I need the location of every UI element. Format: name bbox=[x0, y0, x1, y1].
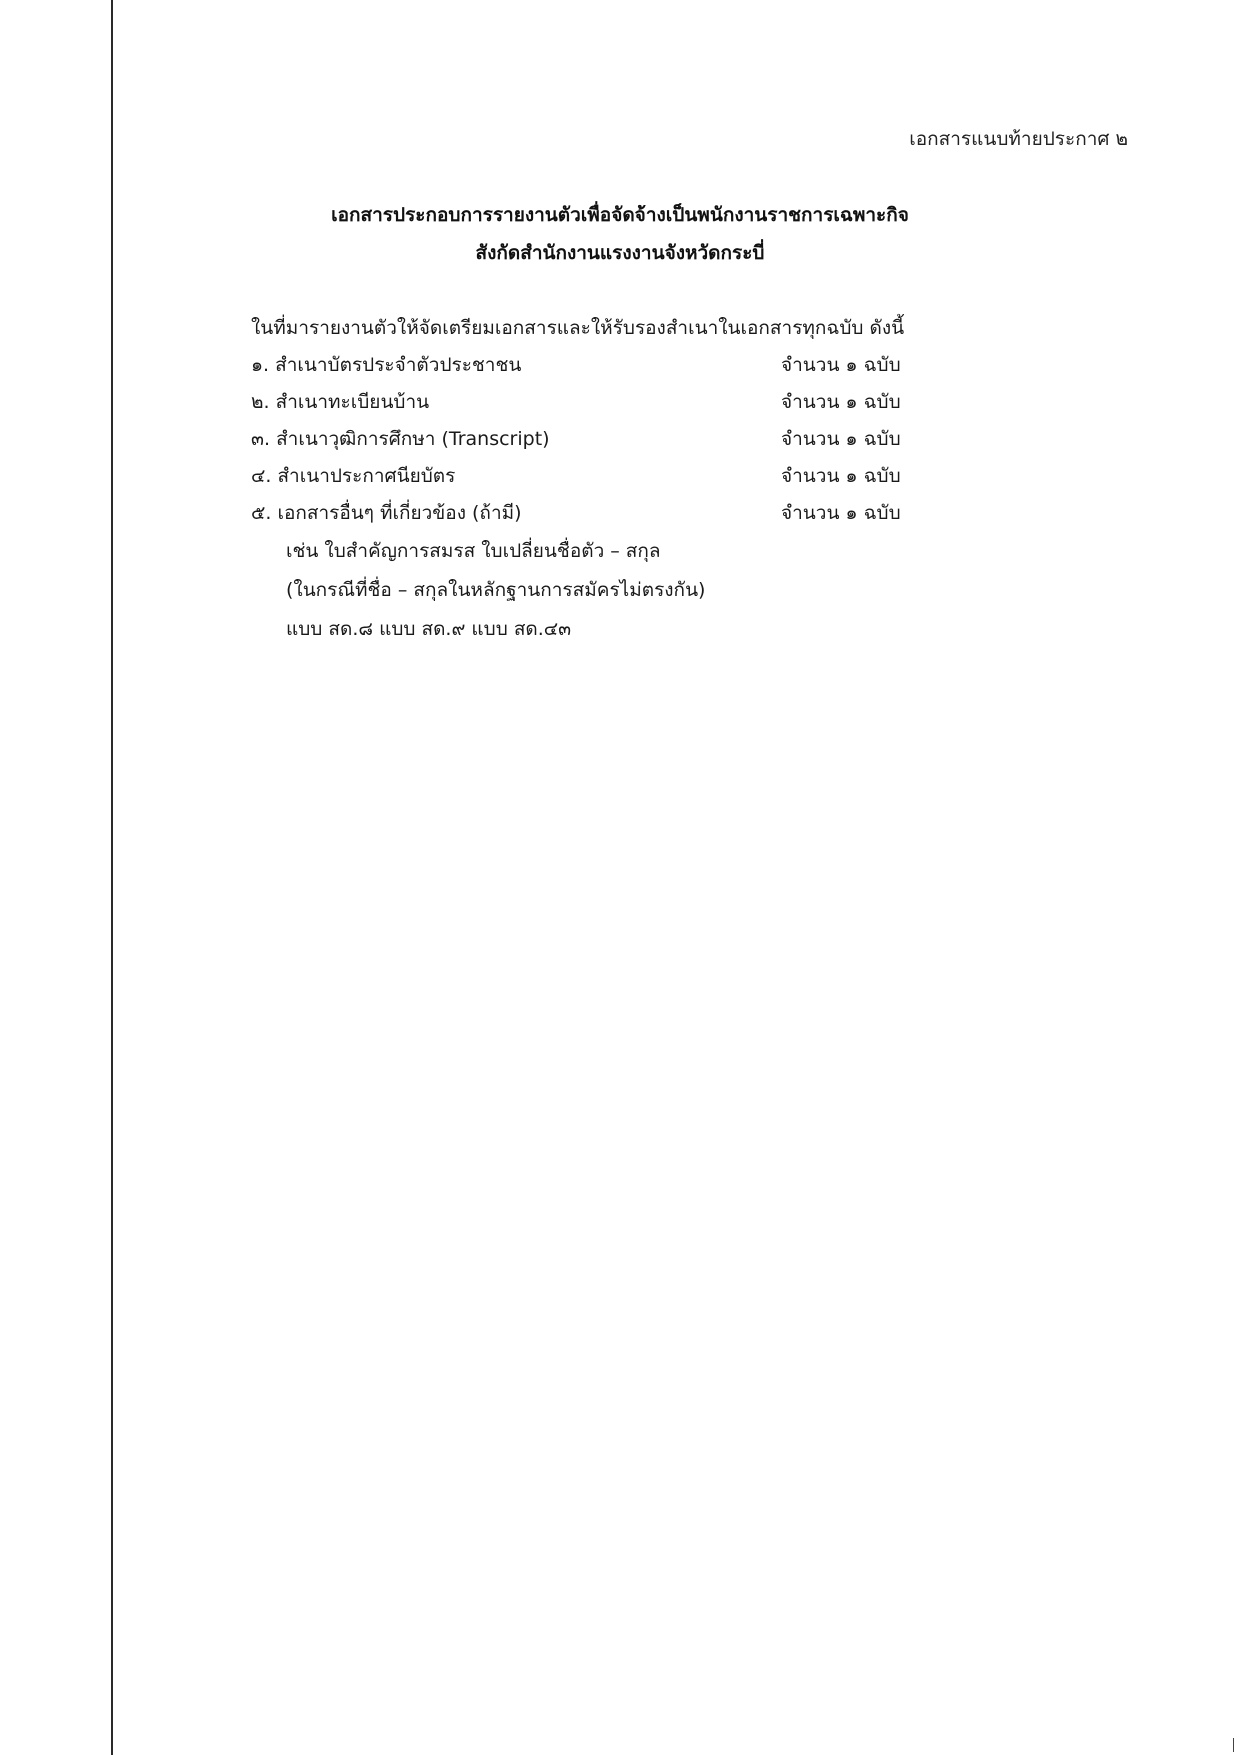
document-label: ๔. สำเนาประกาศนียบัตร bbox=[251, 465, 456, 487]
title-line-2: สังกัดสำนักงานแรงงานจังหวัดกระบี่ bbox=[475, 242, 765, 264]
note-line: เช่น ใบสำคัญการสมรส ใบเปลี่ยนชื่อตัว – สกุล bbox=[286, 540, 661, 562]
note-line: แบบ สด.๘ แบบ สด.๙ แบบ สด.๔๓ bbox=[286, 618, 572, 640]
document-quantity: จำนวน ๑ ฉบับ bbox=[781, 354, 901, 376]
list-item bbox=[251, 384, 971, 421]
note-line: (ในกรณีที่ชื่อ – สกุลในหลักฐานการสมัครไม่ตรงกัน) bbox=[286, 579, 706, 601]
document-label: ๒. สำเนาทะเบียนบ้าน bbox=[251, 391, 430, 413]
document-label: ๕. เอกสารอื่นๆ ที่เกี่ยวข้อง (ถ้ามี) bbox=[251, 502, 522, 524]
list-item bbox=[251, 458, 971, 495]
document-quantity: จำนวน ๑ ฉบับ bbox=[781, 502, 901, 524]
document-quantity: จำนวน ๑ ฉบับ bbox=[781, 391, 901, 413]
list-item bbox=[251, 421, 971, 458]
document-title bbox=[0, 196, 1240, 272]
document-label: ๓. สำเนาวุฒิการศึกษา (Transcript) bbox=[251, 428, 550, 450]
required-documents-list bbox=[251, 347, 971, 532]
attachment-reference: เอกสารแนบท้ายประกาศ ๒ bbox=[909, 128, 1128, 150]
list-item bbox=[251, 495, 971, 532]
other-documents-notes bbox=[286, 532, 705, 649]
document-quantity: จำนวน ๑ ฉบับ bbox=[781, 465, 901, 487]
title-line-1: เอกสารประกอบการรายงานตัวเพื่อจัดจ้างเป็นพนักงานราชการเฉพาะกิจ bbox=[331, 204, 909, 226]
intro-paragraph: ในที่มารายงานตัวให้จัดเตรียมเอกสารและให้รับรองสำเนาในเอกสารทุกฉบับ ดังนี้ bbox=[251, 317, 905, 339]
scan-edge-mark bbox=[1233, 1738, 1234, 1752]
list-item bbox=[251, 347, 971, 384]
document-quantity: จำนวน ๑ ฉบับ bbox=[781, 428, 901, 450]
document-label: ๑. สำเนาบัตรประจำตัวประชาชน bbox=[251, 354, 522, 376]
